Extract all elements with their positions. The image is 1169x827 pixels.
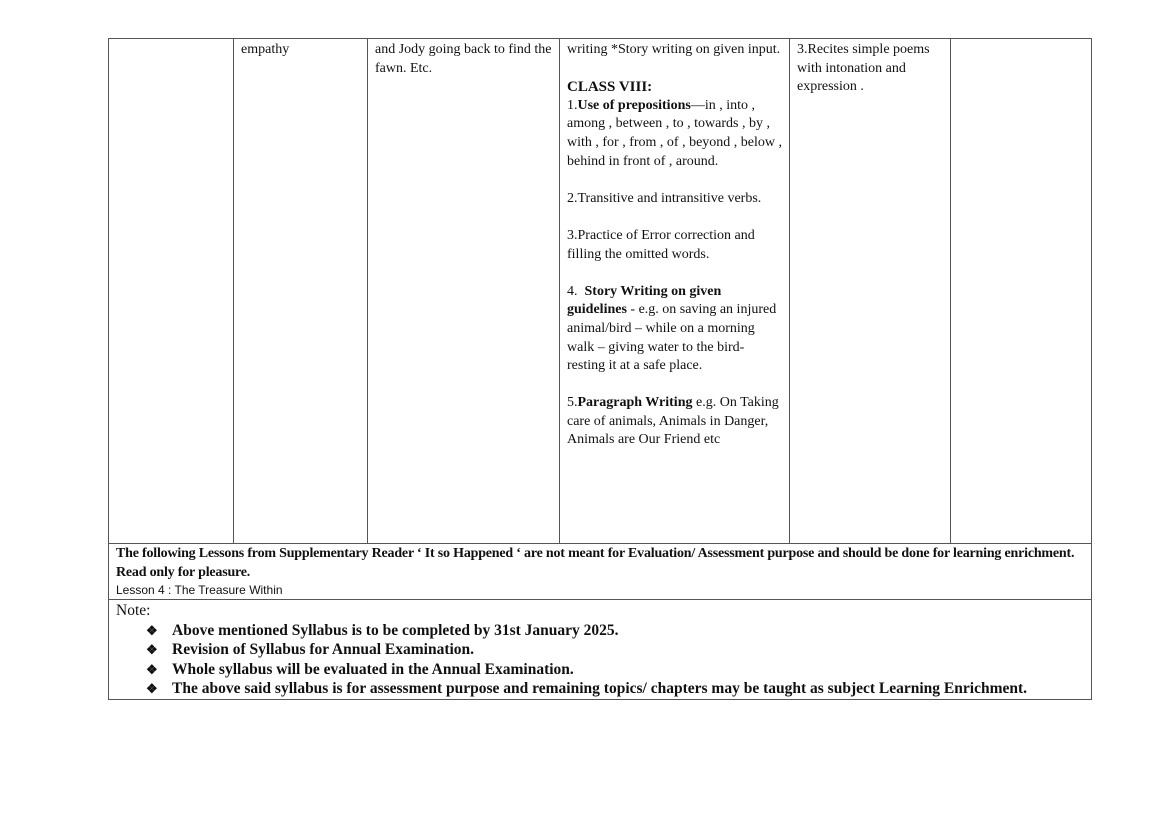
item-text: —in , into , among , between , to , towards , by , with , for , from , of , beyond , below , behind in front of , around. (567, 97, 783, 169)
item-1 (567, 97, 783, 171)
item-4 (567, 283, 783, 376)
item-number: 1. (567, 97, 578, 113)
note-item (146, 640, 1085, 660)
table-row (109, 39, 1092, 544)
syllabus-table (108, 38, 1092, 700)
cell-col3: and Jody going back to find the fawn. Etc. (368, 39, 560, 544)
note-text: Revision of Syllabus for Annual Examination. (172, 641, 475, 659)
item-5 (567, 394, 783, 450)
note-item (146, 679, 1085, 699)
cell-col5: 3.Recites simple poems with intonation and expression . (790, 39, 951, 544)
supplementary-cell (109, 544, 1092, 600)
item-number: 4. (567, 283, 585, 299)
cell-col6 (951, 39, 1092, 544)
supplementary-row (109, 544, 1092, 600)
intro-text: writing *Story writing on given input. (567, 42, 781, 57)
note-item (146, 621, 1085, 641)
note-row (109, 600, 1092, 700)
item-title: Use of prepositions (577, 97, 691, 113)
note-item (146, 660, 1085, 680)
diamond-bullet-icon: ❖ (146, 681, 158, 697)
item-title: Paragraph Writing (577, 395, 693, 411)
diamond-bullet-icon: ❖ (146, 661, 158, 677)
note-text: Whole syllabus will be evaluated in the Annual Examination. (172, 660, 574, 678)
lesson-text: Lesson 4 : The Treasure Within (116, 583, 283, 598)
cell-col1 (109, 39, 234, 544)
cell-col2: empathy (234, 39, 368, 544)
item-number: 5. (567, 395, 578, 411)
diamond-bullet-icon: ❖ (146, 622, 158, 638)
supplementary-text: The following Lessons from Supplementary Reader ‘ It so Happened ‘ are not meant for Evaluation/ Assessment purpose and should be done for learning enrichment. Read only for pleasure. (116, 546, 1075, 580)
item-text: e.g. On Taking care of animals, Animals in Danger, Animals are Our Friend etc (567, 395, 779, 448)
item-2: 2.Transitive and intransitive verbs. (567, 190, 762, 206)
note-label: Note: (116, 602, 151, 620)
diamond-bullet-icon: ❖ (146, 642, 158, 658)
note-text: Above mentioned Syllabus is to be completed by 31st January 2025. (172, 621, 619, 639)
item-title: Story Writing on given guidelines (567, 283, 722, 318)
item-text: - e.g. on saving an injured animal/bird – while on a morning walk – giving water to the bird- resting it at a safe place. (567, 302, 777, 374)
cell-col4 (560, 39, 790, 544)
class-heading: CLASS VIII: (567, 79, 653, 96)
note-list (116, 621, 1085, 699)
note-text: The above said syllabus is for assessment purpose and remaining topics/ chapters may be taught as subject Learning Enrichment. (172, 680, 1028, 698)
item-3: 3.Practice of Error correction and filling the omitted words. (567, 227, 755, 262)
note-cell (109, 600, 1092, 700)
